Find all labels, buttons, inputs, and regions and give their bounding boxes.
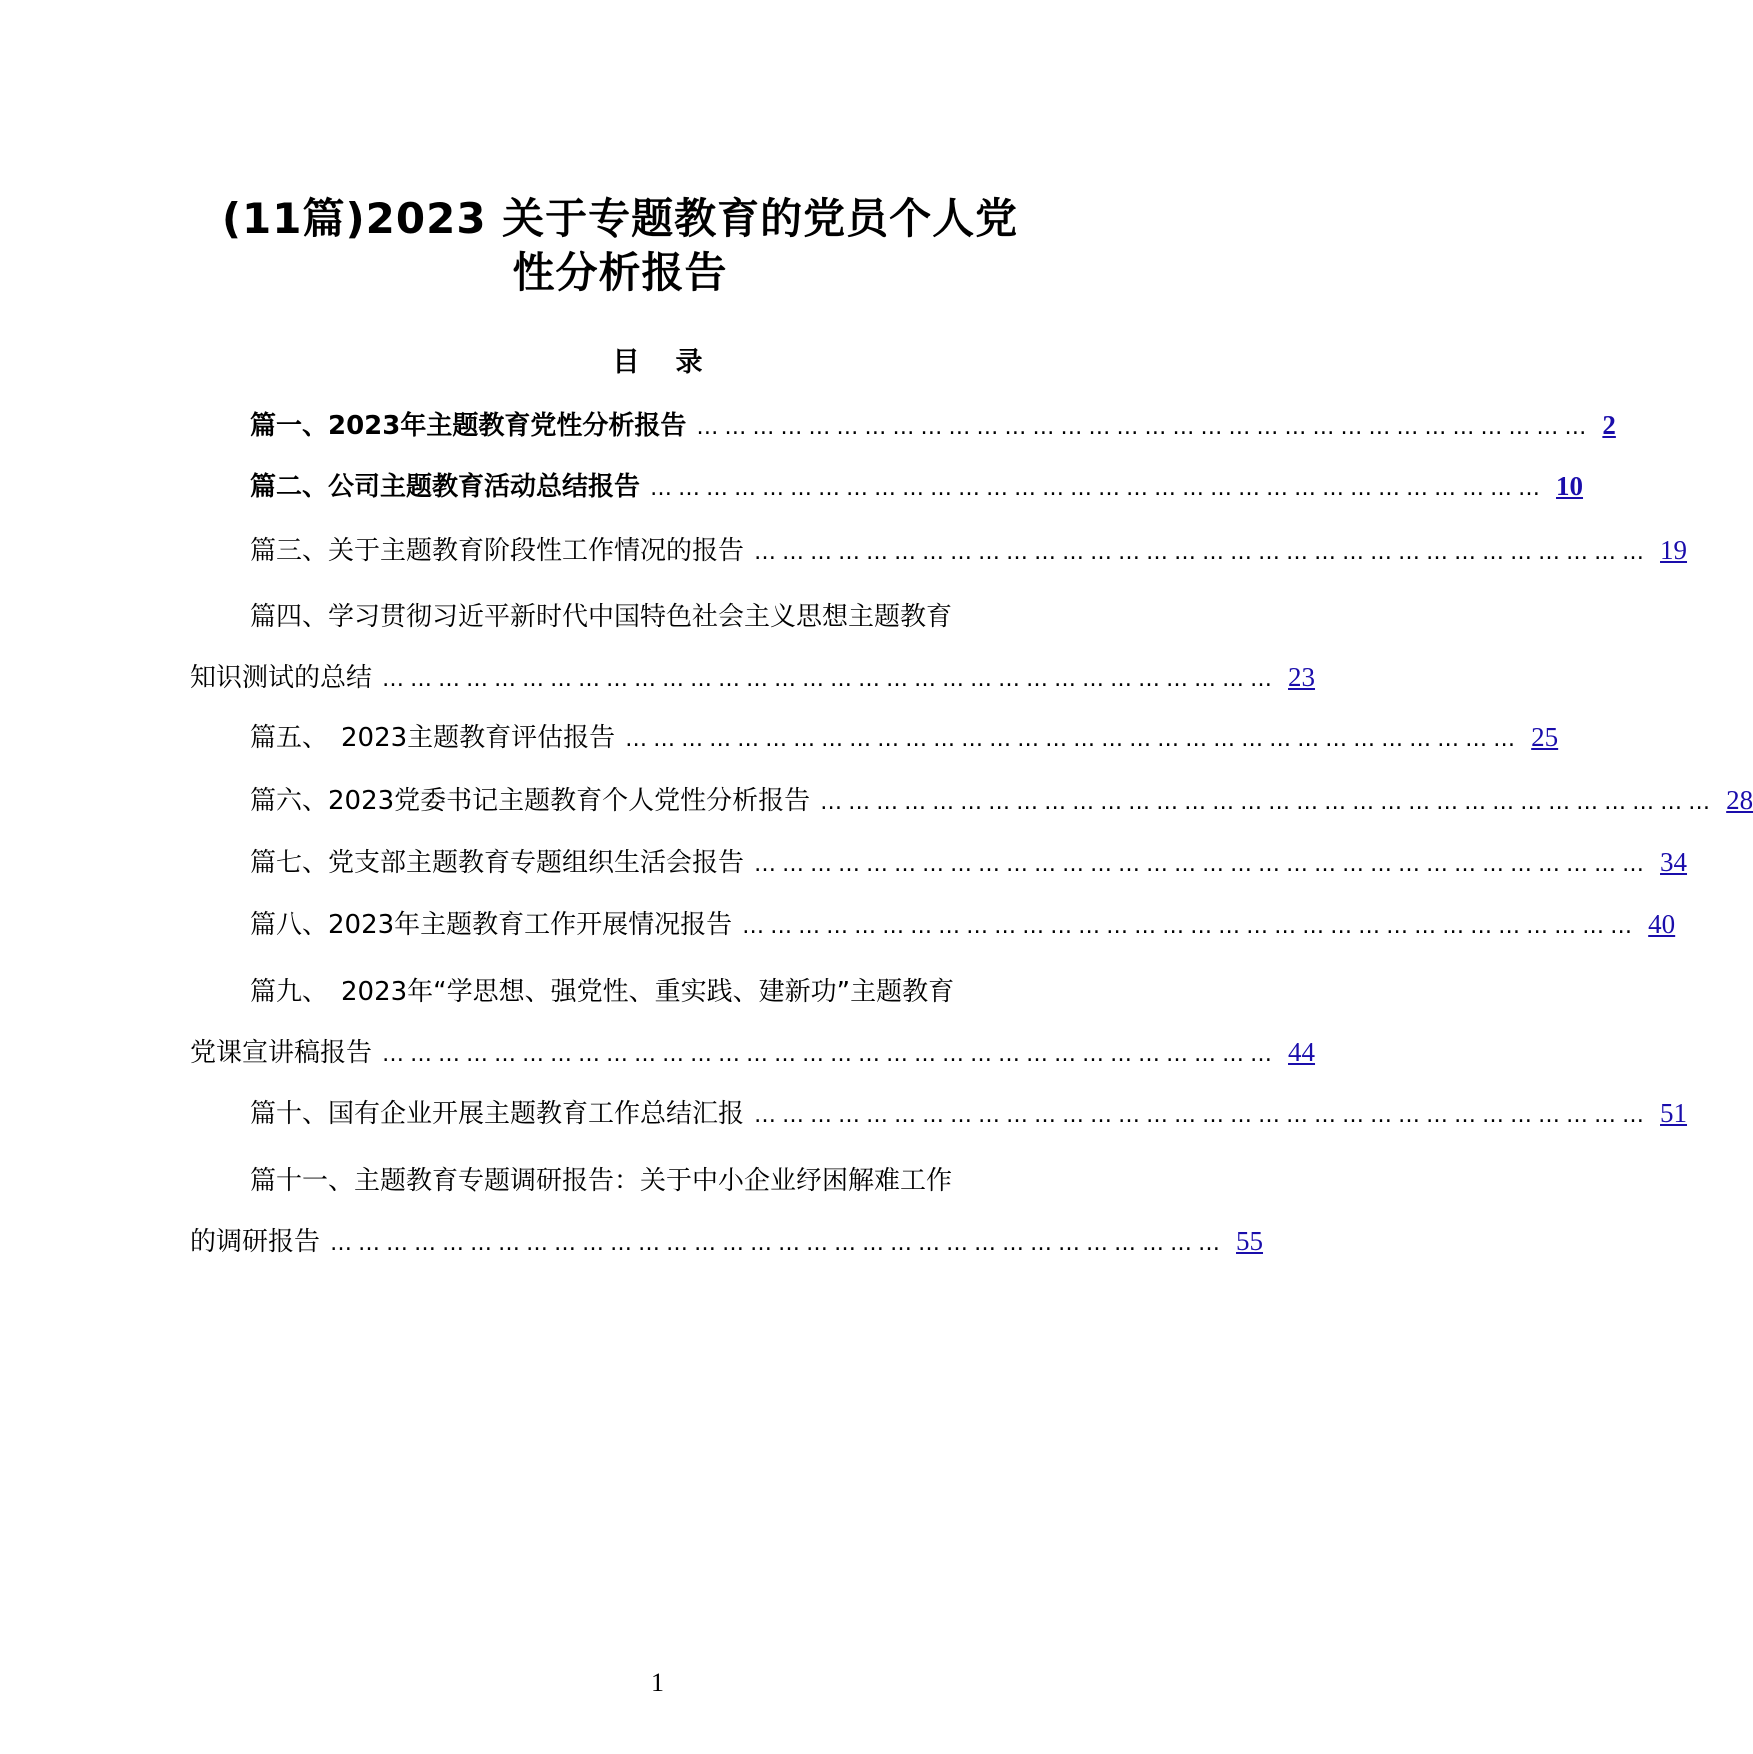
toc-entry-text: 篇二、公司主题教育活动总结报告 <box>250 472 641 502</box>
toc-entry-text-line2: 的调研报告 <box>190 1227 321 1257</box>
title-line-2: 性分析报告 <box>512 248 728 297</box>
toc-leader-dots: …………………………………………………………………………………… <box>382 667 1279 692</box>
toc-entry[interactable] <box>190 586 1316 706</box>
toc-entry-text: 篇一、2023年主题教育党性分析报告 <box>250 411 687 441</box>
toc-entry-text-line1: 篇四、学习贯彻习近平新时代中国特色社会主义思想主题教育 <box>250 602 953 632</box>
toc-leader-dots: …………………………………………………………………………………… <box>742 914 1639 939</box>
toc-entry[interactable] <box>190 778 1753 822</box>
toc-page-link[interactable]: 28 <box>1726 785 1753 815</box>
toc-leader-dots: …………………………………………………………………………………… <box>625 727 1522 752</box>
toc-entry-text-line1: 篇九、 2023年“学思想、强党性、重实践、建新功”主题教育 <box>250 977 955 1007</box>
toc-page-link[interactable]: 44 <box>1288 1037 1316 1067</box>
toc-leader-dots: …………………………………………………………………………………… <box>330 1231 1227 1256</box>
toc-entry[interactable] <box>190 902 1676 946</box>
toc-entry-text: 篇六、2023党委书记主题教育个人党性分析报告 <box>250 786 811 816</box>
toc-entry[interactable] <box>190 1150 1264 1270</box>
toc-page-link[interactable]: 2 <box>1602 410 1616 440</box>
toc-page-link[interactable]: 51 <box>1660 1098 1688 1128</box>
toc-leader-dots: …………………………………………………………………………………… <box>754 1103 1651 1128</box>
toc-heading <box>0 340 1315 379</box>
toc-leader-dots: …………………………………………………………………………………… <box>754 852 1651 877</box>
toc-entry-text: 篇五、 2023主题教育评估报告 <box>250 723 616 753</box>
toc-entry[interactable] <box>190 403 1616 447</box>
title-line-1: (11篇)2023 关于专题教育的党员个人党 <box>221 194 1019 243</box>
toc-entry[interactable] <box>190 528 1688 572</box>
toc-heading-char-2: 录 <box>675 347 703 378</box>
toc-leader-dots: …………………………………………………………………………………… <box>382 1042 1279 1067</box>
toc-entry[interactable] <box>190 464 1584 508</box>
document-title <box>150 192 1090 300</box>
toc-entry-text-line2: 党课宣讲稿报告 <box>190 1038 373 1068</box>
toc-page-link[interactable]: 10 <box>1556 471 1584 501</box>
toc-leader-dots: …………………………………………………………………………………… <box>650 476 1547 501</box>
toc-entry-text-line2: 知识测试的总结 <box>190 663 373 693</box>
toc-entry-text: 篇十、国有企业开展主题教育工作总结汇报 <box>250 1099 745 1129</box>
toc-page-link[interactable]: 34 <box>1660 847 1688 877</box>
toc-entry[interactable] <box>190 1091 1688 1135</box>
toc-entry-text: 篇三、关于主题教育阶段性工作情况的报告 <box>250 536 745 566</box>
toc-page-link[interactable]: 23 <box>1288 662 1316 692</box>
toc-entry[interactable] <box>190 961 1316 1081</box>
toc-entry-text-line1: 篇十一、主题教育专题调研报告：关于中小企业纾困解难工作 <box>250 1166 953 1196</box>
toc-entry-text: 篇七、党支部主题教育专题组织生活会报告 <box>250 848 745 878</box>
toc-page-link[interactable]: 40 <box>1648 909 1676 939</box>
footer-page-number: 1 <box>651 1668 664 1697</box>
toc-page-link[interactable]: 55 <box>1236 1226 1264 1256</box>
toc-heading-char-1: 目 <box>612 347 640 378</box>
toc-entry-text: 篇八、2023年主题教育工作开展情况报告 <box>250 910 733 940</box>
toc-page-link[interactable]: 19 <box>1660 535 1688 565</box>
toc-leader-dots: …………………………………………………………………………………… <box>820 790 1717 815</box>
toc-leader-dots: …………………………………………………………………………………… <box>754 540 1651 565</box>
toc-entry[interactable] <box>190 715 1559 759</box>
toc-leader-dots: …………………………………………………………………………………… <box>696 415 1593 440</box>
toc-page-link[interactable]: 25 <box>1531 722 1559 752</box>
toc-entry[interactable] <box>190 840 1688 884</box>
